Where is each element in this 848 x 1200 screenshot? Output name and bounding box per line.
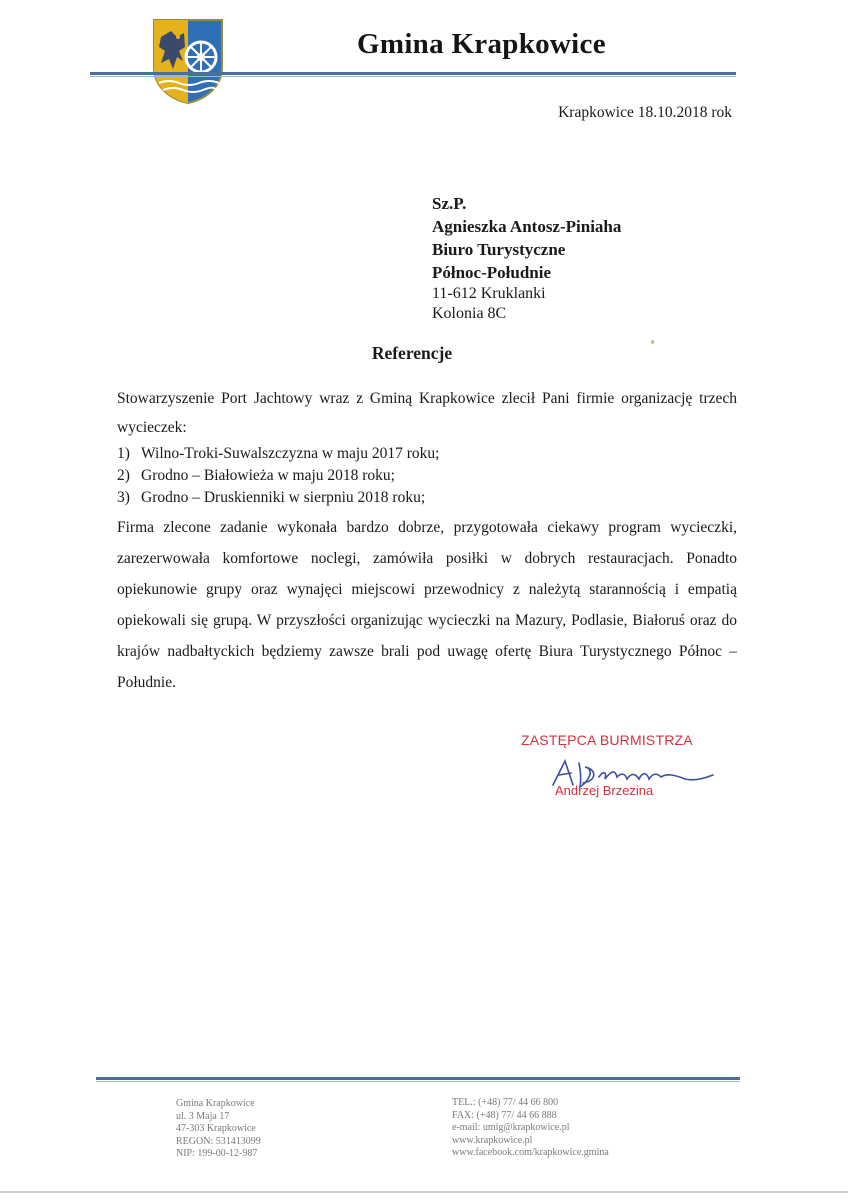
footer-line: FAX: (+48) 77/ 44 66 888 — [452, 1109, 557, 1121]
footer-address — [176, 1098, 261, 1161]
footer-email: e-mail: umig@krapkowice.pl — [452, 1122, 570, 1133]
coat-of-arms-icon — [151, 17, 225, 105]
addressee-address-line2: Kolonia 8C — [432, 305, 507, 322]
addressee-company-line1: Biuro Turystyczne — [432, 240, 566, 259]
letter-subject — [0, 343, 848, 364]
addressee-salutation: Sz.P. — [432, 194, 467, 213]
scan-edge — [0, 1191, 848, 1193]
footer-line: REGON: 531413099 — [176, 1135, 261, 1147]
footer-line: ul. 3 Maja 17 — [176, 1110, 230, 1122]
header-divider — [90, 72, 736, 75]
list-item — [117, 443, 439, 465]
footer-facebook: www.facebook.com/krapkowice.gmina — [452, 1147, 609, 1158]
scan-speck — [651, 340, 654, 344]
letter-subject-text: Referencje — [371, 343, 453, 363]
footer-line: 47-303 Krapkowice — [176, 1123, 256, 1134]
body-paragraph-evaluation: Firma zlecone zadanie wykonała bardzo dobrze, przygotowała ciekawy program wycieczki, zarezerwowała komfortowe noclegi, zamówiła posiłki w dobrych restauracjach. Ponadto opiekunowie grupy oraz wynajęci miejscowi przewodnicy z należytą starannością i empatią opiekowali się grupą. W przyszłości organizując wycieczki na Mazury, Podlasie, Białoruś oraz do krajów nadbałtyckich będziemy zawsze brali pod uwagę ofertę Biura Turystycznego Północ – Południe. — [117, 519, 737, 691]
footer-line: NIP: 199-00-12-987 — [176, 1148, 258, 1159]
body-paragraph-intro — [117, 384, 737, 442]
signatory-name: Andrzej Brzezina — [555, 783, 654, 798]
list-item — [117, 487, 439, 509]
footer-line: TEL.: (+48) 77/ 44 66 800 — [452, 1097, 559, 1108]
list-item-text: Wilno-Troki-Suwalszczyzna w maju 2017 roku; — [141, 445, 440, 462]
list-item-number: 1) — [117, 445, 130, 462]
list-item-text: Grodno – Druskienniki w sierpniu 2018 roku; — [141, 489, 426, 506]
body-paragraph-intro-text: Stowarzyszenie Port Jachtowy wraz z Gminą Krapkowice zlecił Pani firmie organizację trzech wycieczek: — [117, 390, 737, 436]
trip-list — [117, 443, 439, 509]
signatory-title: ZASTĘPCA BURMISTRZA — [521, 732, 693, 748]
footer-divider — [96, 1077, 740, 1080]
list-item — [117, 465, 439, 487]
footer-divider-thin — [96, 1081, 740, 1082]
header-divider-thin — [90, 76, 736, 77]
place-and-date: Krapkowice 18.10.2018 rok — [558, 104, 732, 121]
footer-website: www.krapkowice.pl — [452, 1134, 533, 1146]
footer-contact — [452, 1097, 609, 1160]
addressee-address-line1: 11-612 Kruklanki — [432, 285, 546, 302]
list-item-number: 3) — [117, 489, 130, 506]
addressee-name: Agnieszka Antosz-Piniaha — [432, 217, 622, 236]
addressee-block — [432, 192, 621, 324]
organization-title: Gmina Krapkowice — [357, 28, 606, 60]
footer-line: Gmina Krapkowice — [176, 1098, 255, 1109]
list-item-text: Grodno – Białowieża w maju 2018 roku; — [141, 467, 395, 484]
addressee-company-line2: Północ-Południe — [432, 263, 552, 282]
list-item-number: 2) — [117, 467, 130, 484]
